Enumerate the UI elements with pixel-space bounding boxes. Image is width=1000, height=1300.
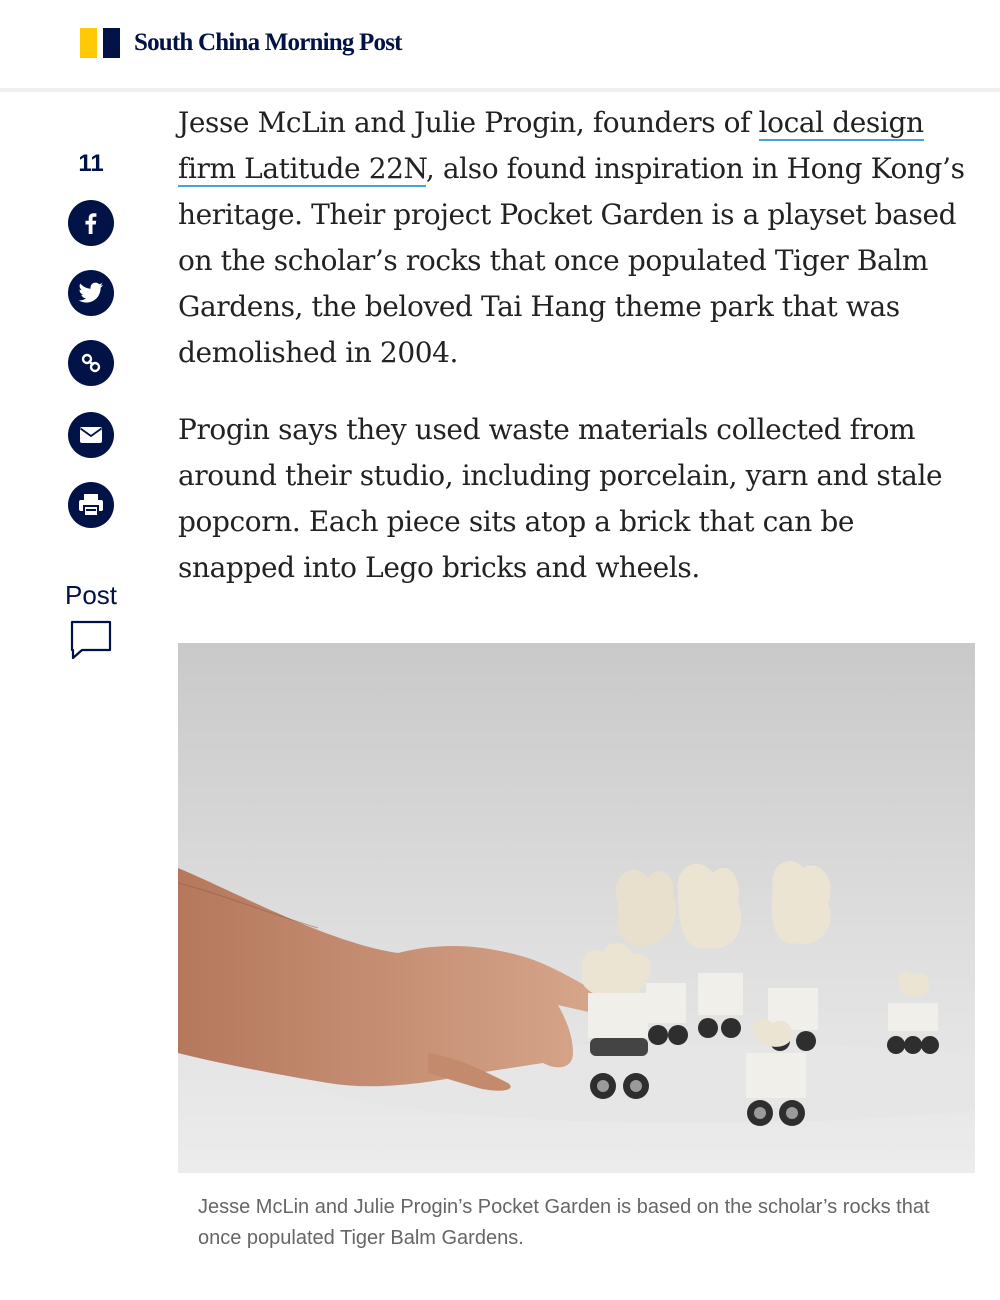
twitter-share-button[interactable] xyxy=(68,270,114,316)
article-paragraph: Progin says they used waste materials collected from around their studio, including porcelain, yarn and stale popcorn. Each piece sits atop a brick that can be snapped into Lego bricks and wheels. xyxy=(178,413,943,584)
twitter-icon xyxy=(78,282,104,304)
post-comments-label[interactable]: Post xyxy=(64,580,118,610)
email-share-button[interactable] xyxy=(68,412,114,458)
print-icon xyxy=(78,493,104,517)
email-icon xyxy=(79,426,103,444)
site-logo[interactable] xyxy=(80,28,402,58)
comment-icon[interactable] xyxy=(70,620,112,660)
print-button[interactable] xyxy=(68,482,114,528)
pocket-garden-photo xyxy=(178,643,975,1173)
article-paragraph xyxy=(178,100,978,376)
link-icon xyxy=(79,351,103,375)
article-image xyxy=(178,643,975,1173)
latitude-22n-link[interactable]: local design firm Latitude 22N xyxy=(178,106,924,185)
paragraph-text: , also found inspiration in Hong Kong’s heritage. Their project Pocket Garden is a playset based on the scholar’s rocks that once populated Tiger Balm Gardens, the beloved Tai Hang theme park that was demolished in 2004. xyxy=(178,152,965,369)
logo-text: South China Morning Post xyxy=(134,29,402,56)
logo-mark-icon xyxy=(80,28,120,58)
image-caption: Jesse McLin and Julie Progin’s Pocket Garden is based on the scholar’s rocks that once populated Tiger Balm Gardens. xyxy=(198,1196,930,1249)
copy-link-button[interactable] xyxy=(68,340,114,386)
site-header xyxy=(0,0,1000,92)
facebook-icon xyxy=(80,211,102,235)
paragraph-text: Jesse McLin and Julie Progin, founders of xyxy=(178,106,759,139)
facebook-share-button[interactable] xyxy=(68,200,114,246)
share-count: 11 xyxy=(78,150,104,177)
